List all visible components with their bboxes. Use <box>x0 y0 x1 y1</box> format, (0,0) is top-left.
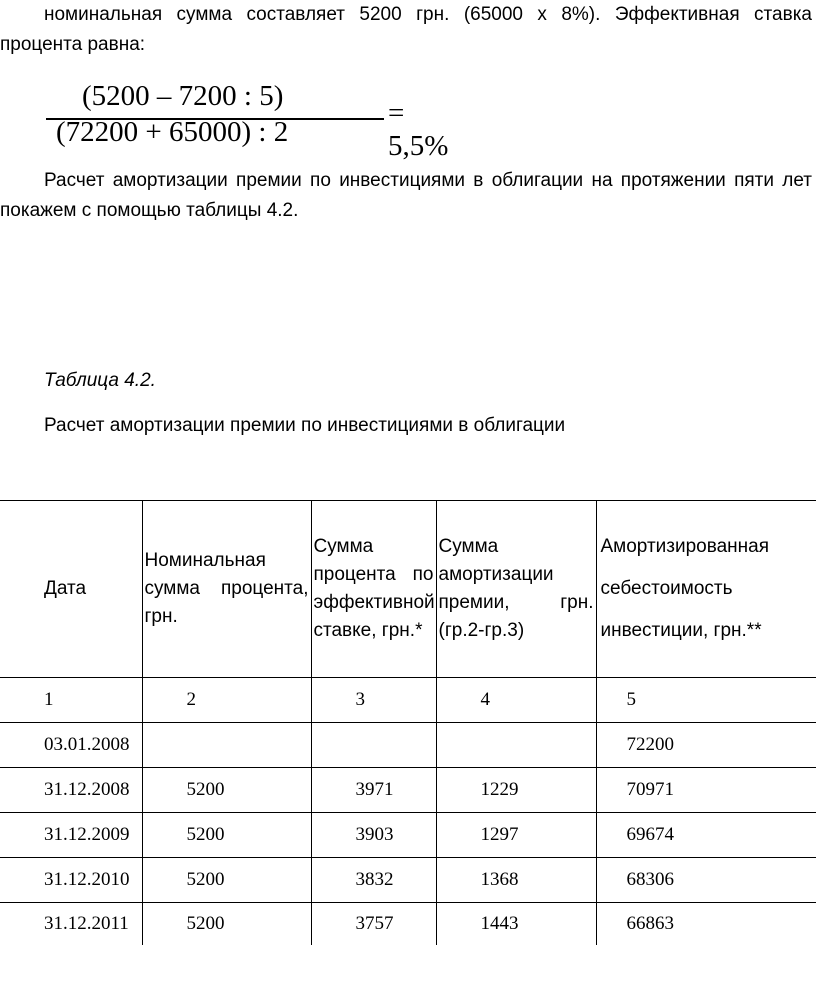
cell-amortization: 1229 <box>436 768 596 813</box>
cell-amortization <box>436 723 596 768</box>
cell-nominal: 5200 <box>142 813 311 858</box>
table-row <box>0 768 816 813</box>
cell-date: 03.01.2008 <box>0 723 142 768</box>
column-number: 3 <box>311 678 436 723</box>
column-number: 5 <box>596 678 816 723</box>
column-number-row <box>0 678 816 723</box>
formula-denominator: (72200 + 65000) : 2 <box>56 116 289 148</box>
header-date: Дата <box>0 501 142 678</box>
table-row <box>0 813 816 858</box>
cell-date: 31.12.2009 <box>0 813 142 858</box>
cell-nominal: 5200 <box>142 858 311 903</box>
table-label: Таблица 4.2. <box>44 370 156 391</box>
calc-paragraph-line-2: покажем с помощью таблицы 4.2. <box>0 200 299 221</box>
table-row <box>0 903 816 946</box>
header-effective: Сумма процента по эффективной ставке, грн.* <box>311 501 436 678</box>
table-title: Расчет амортизации премии по инвестициями в облигации <box>44 415 566 436</box>
cell-effective: 3757 <box>311 903 436 946</box>
cell-effective: 3903 <box>311 813 436 858</box>
header-cost: Амортизированная себестоимость инвестиции, грн.** <box>596 501 816 678</box>
table-row <box>0 858 816 903</box>
intro-line-1: номинальная сумма составляет 5200 грн. (65000 х 8%). Эффективная ставка <box>44 4 812 25</box>
amortization-table <box>0 500 816 945</box>
cell-amortization: 1443 <box>436 903 596 946</box>
table-row <box>0 723 816 768</box>
column-number: 4 <box>436 678 596 723</box>
cell-cost: 68306 <box>596 858 816 903</box>
cell-nominal <box>142 723 311 768</box>
cell-effective <box>311 723 436 768</box>
cell-date: 31.12.2008 <box>0 768 142 813</box>
cell-cost: 69674 <box>596 813 816 858</box>
cell-nominal: 5200 <box>142 768 311 813</box>
formula-numerator: (5200 – 7200 : 5) <box>82 80 284 112</box>
cell-date: 31.12.2011 <box>0 903 142 946</box>
intro-line-2: процента равна: <box>0 34 146 55</box>
table-header-row <box>0 501 816 678</box>
cell-amortization: 1368 <box>436 858 596 903</box>
column-number: 2 <box>142 678 311 723</box>
calc-paragraph-line-1: Расчет амортизации премии по инвестициями в облигации на протяжении пяти лет <box>44 170 812 191</box>
cell-effective: 3971 <box>311 768 436 813</box>
cell-nominal: 5200 <box>142 903 311 946</box>
header-amortization: Сумма амортизации премии, грн. (гр.2-гр.3) <box>436 501 596 678</box>
cell-cost: 72200 <box>596 723 816 768</box>
formula-result: = 5,5% <box>388 97 449 162</box>
cell-date: 31.12.2010 <box>0 858 142 903</box>
cell-cost: 66863 <box>596 903 816 946</box>
cell-amortization: 1297 <box>436 813 596 858</box>
header-nominal: Номинальная сумма процента, грн. <box>142 501 311 678</box>
cell-cost: 70971 <box>596 768 816 813</box>
effective-rate-formula <box>42 80 462 162</box>
column-number: 1 <box>0 678 142 723</box>
cell-effective: 3832 <box>311 858 436 903</box>
